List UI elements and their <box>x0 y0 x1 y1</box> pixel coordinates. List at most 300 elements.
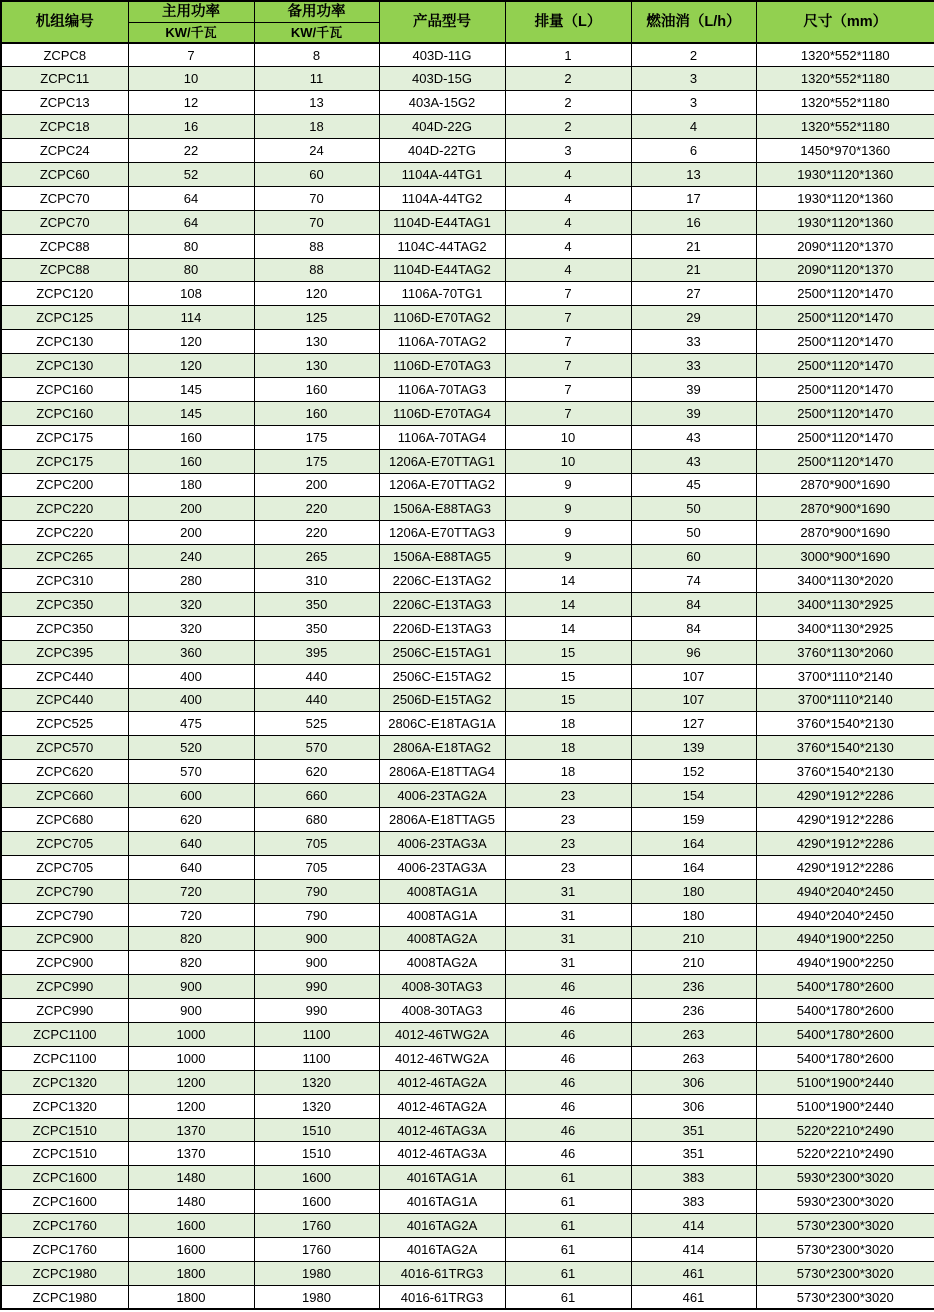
table-cell: 61 <box>505 1190 631 1214</box>
table-cell: 31 <box>505 927 631 951</box>
table-cell: 14 <box>505 569 631 593</box>
table-cell: ZCPC11 <box>1 67 128 91</box>
table-cell: 2500*1120*1470 <box>756 449 934 473</box>
table-cell: 4006-23TAG2A <box>379 784 505 808</box>
table-cell: 4016TAG2A <box>379 1238 505 1262</box>
header-fuel-consumption: 燃油消（L/h） <box>631 1 756 43</box>
table-cell: 4290*1912*2286 <box>756 808 934 832</box>
table-cell: 1450*970*1360 <box>756 139 934 163</box>
table-cell: 1930*1120*1360 <box>756 162 934 186</box>
table-cell: 5930*2300*3020 <box>756 1190 934 1214</box>
table-cell: 61 <box>505 1214 631 1238</box>
table-cell: 16 <box>128 115 254 139</box>
table-cell: 2206D-E13TAG3 <box>379 616 505 640</box>
table-cell: 130 <box>254 330 379 354</box>
table-row <box>1 855 934 879</box>
table-cell: 1100 <box>254 1046 379 1070</box>
table-row <box>1 951 934 975</box>
table-row <box>1 808 934 832</box>
table-cell: 1 <box>505 43 631 67</box>
table-cell: 2500*1120*1470 <box>756 354 934 378</box>
table-cell: ZCPC440 <box>1 664 128 688</box>
table-cell: ZCPC125 <box>1 306 128 330</box>
table-cell: 107 <box>631 664 756 688</box>
table-cell: 403D-15G <box>379 67 505 91</box>
table-cell: 1104D-E44TAG2 <box>379 258 505 282</box>
table-cell: 3400*1130*2925 <box>756 616 934 640</box>
table-row <box>1 879 934 903</box>
table-cell: 5100*1900*2440 <box>756 1094 934 1118</box>
table-row <box>1 91 934 115</box>
table-cell: 2500*1120*1470 <box>756 425 934 449</box>
table-cell: 1506A-E88TAG3 <box>379 497 505 521</box>
table-cell: 2500*1120*1470 <box>756 282 934 306</box>
table-cell: 1106A-70TAG4 <box>379 425 505 449</box>
table-cell: ZCPC705 <box>1 831 128 855</box>
table-cell: 13 <box>631 162 756 186</box>
table-cell: 31 <box>505 951 631 975</box>
table-cell: 350 <box>254 592 379 616</box>
table-cell: 1510 <box>254 1118 379 1142</box>
header-standby-power-unit: KW/千瓦 <box>254 23 379 44</box>
table-row <box>1 1238 934 1262</box>
table-cell: 4012-46TAG2A <box>379 1070 505 1094</box>
table-cell: 220 <box>254 497 379 521</box>
table-cell: 236 <box>631 975 756 999</box>
table-cell: 18 <box>505 760 631 784</box>
table-cell: 180 <box>128 473 254 497</box>
table-cell: ZCPC8 <box>1 43 128 67</box>
table-cell: 4012-46TWG2A <box>379 1046 505 1070</box>
table-cell: 33 <box>631 354 756 378</box>
table-cell: 120 <box>128 354 254 378</box>
table-row <box>1 640 934 664</box>
table-cell: 61 <box>505 1166 631 1190</box>
table-cell: 15 <box>505 640 631 664</box>
table-cell: 525 <box>254 712 379 736</box>
table-row <box>1 1118 934 1142</box>
table-cell: 80 <box>128 258 254 282</box>
table-cell: 4 <box>505 162 631 186</box>
table-cell: 1760 <box>254 1214 379 1238</box>
table-cell: 10 <box>128 67 254 91</box>
table-row <box>1 1142 934 1166</box>
table-cell: 4008TAG1A <box>379 903 505 927</box>
table-cell: ZCPC200 <box>1 473 128 497</box>
table-cell: 64 <box>128 210 254 234</box>
table-cell: 2870*900*1690 <box>756 497 934 521</box>
table-row <box>1 1046 934 1070</box>
table-cell: 3760*1130*2060 <box>756 640 934 664</box>
table-row <box>1 67 934 91</box>
table-row <box>1 975 934 999</box>
table-cell: 900 <box>254 951 379 975</box>
table-cell: 240 <box>128 545 254 569</box>
table-cell: 175 <box>254 425 379 449</box>
table-cell: 27 <box>631 282 756 306</box>
table-cell: ZCPC24 <box>1 139 128 163</box>
table-cell: 1104A-44TG2 <box>379 186 505 210</box>
table-cell: 200 <box>128 521 254 545</box>
table-row <box>1 377 934 401</box>
table-cell: 4008TAG2A <box>379 951 505 975</box>
table-cell: 46 <box>505 1118 631 1142</box>
table-cell: ZCPC1320 <box>1 1094 128 1118</box>
table-row <box>1 258 934 282</box>
table-cell: 5220*2210*2490 <box>756 1118 934 1142</box>
table-cell: ZCPC1600 <box>1 1166 128 1190</box>
table-cell: 9 <box>505 473 631 497</box>
table-cell: 3400*1130*2925 <box>756 592 934 616</box>
table-cell: ZCPC900 <box>1 951 128 975</box>
table-cell: 1200 <box>128 1070 254 1094</box>
table-cell: 1600 <box>254 1166 379 1190</box>
table-cell: 2806A-E18TTAG5 <box>379 808 505 832</box>
header-main-power-unit: KW/千瓦 <box>128 23 254 44</box>
table-row <box>1 1094 934 1118</box>
table-cell: 23 <box>505 808 631 832</box>
table-cell: 3000*900*1690 <box>756 545 934 569</box>
table-cell: 1206A-E70TTAG2 <box>379 473 505 497</box>
table-cell: 640 <box>128 855 254 879</box>
table-cell: 160 <box>128 425 254 449</box>
table-cell: ZCPC790 <box>1 879 128 903</box>
table-cell: 414 <box>631 1214 756 1238</box>
table-cell: 1800 <box>128 1285 254 1309</box>
table-cell: 64 <box>128 186 254 210</box>
table-cell: 4940*1900*2250 <box>756 951 934 975</box>
table-row <box>1 1261 934 1285</box>
table-cell: 7 <box>505 377 631 401</box>
table-cell: 31 <box>505 879 631 903</box>
table-cell: 404D-22G <box>379 115 505 139</box>
table-cell: 13 <box>254 91 379 115</box>
table-cell: 4008-30TAG3 <box>379 975 505 999</box>
table-cell: 720 <box>128 879 254 903</box>
table-cell: 2 <box>631 43 756 67</box>
table-cell: 145 <box>128 401 254 425</box>
table-row <box>1 616 934 640</box>
table-cell: 400 <box>128 664 254 688</box>
table-cell: 154 <box>631 784 756 808</box>
table-cell: 2870*900*1690 <box>756 473 934 497</box>
table-cell: 1106A-70TG1 <box>379 282 505 306</box>
table-cell: 360 <box>128 640 254 664</box>
table-cell: 403D-11G <box>379 43 505 67</box>
table-cell: 4012-46TAG3A <box>379 1142 505 1166</box>
table-cell: 570 <box>254 736 379 760</box>
table-cell: 310 <box>254 569 379 593</box>
table-cell: 210 <box>631 951 756 975</box>
table-cell: 21 <box>631 234 756 258</box>
table-cell: 3 <box>505 139 631 163</box>
table-cell: 1600 <box>128 1238 254 1262</box>
table-cell: 1480 <box>128 1190 254 1214</box>
table-cell: 620 <box>254 760 379 784</box>
table-cell: 10 <box>505 449 631 473</box>
table-cell: 130 <box>254 354 379 378</box>
table-cell: 1320*552*1180 <box>756 91 934 115</box>
table-cell: 4 <box>505 234 631 258</box>
table-cell: 46 <box>505 999 631 1023</box>
table-cell: 1106D-E70TAG4 <box>379 401 505 425</box>
table-cell: 570 <box>128 760 254 784</box>
table-cell: 175 <box>254 449 379 473</box>
table-cell: 2206C-E13TAG2 <box>379 569 505 593</box>
table-cell: 1980 <box>254 1261 379 1285</box>
table-cell: 705 <box>254 831 379 855</box>
table-cell: ZCPC1760 <box>1 1214 128 1238</box>
table-cell: 39 <box>631 401 756 425</box>
table-cell: 1206A-E70TTAG3 <box>379 521 505 545</box>
table-cell: ZCPC1510 <box>1 1142 128 1166</box>
table-cell: ZCPC680 <box>1 808 128 832</box>
table-cell: 120 <box>128 330 254 354</box>
table-cell: ZCPC990 <box>1 975 128 999</box>
table-cell: 990 <box>254 975 379 999</box>
table-cell: 4006-23TAG3A <box>379 855 505 879</box>
table-cell: 4008-30TAG3 <box>379 999 505 1023</box>
table-row <box>1 306 934 330</box>
table-cell: 4940*2040*2450 <box>756 879 934 903</box>
table-cell: 160 <box>254 377 379 401</box>
table-cell: 180 <box>631 879 756 903</box>
table-row <box>1 473 934 497</box>
table-cell: 164 <box>631 855 756 879</box>
table-row <box>1 449 934 473</box>
table-cell: 790 <box>254 879 379 903</box>
table-cell: 15 <box>505 664 631 688</box>
header-dimensions: 尺寸（mm） <box>756 1 934 43</box>
table-cell: 1206A-E70TTAG1 <box>379 449 505 473</box>
table-cell: ZCPC160 <box>1 377 128 401</box>
table-cell: ZCPC265 <box>1 545 128 569</box>
table-cell: 320 <box>128 616 254 640</box>
table-cell: 404D-22TG <box>379 139 505 163</box>
table-cell: 3760*1540*2130 <box>756 736 934 760</box>
table-cell: 280 <box>128 569 254 593</box>
table-cell: 61 <box>505 1285 631 1309</box>
table-row <box>1 1070 934 1094</box>
table-cell: 1000 <box>128 1023 254 1047</box>
table-row <box>1 688 934 712</box>
table-row <box>1 234 934 258</box>
table-cell: 1930*1120*1360 <box>756 186 934 210</box>
table-cell: 22 <box>128 139 254 163</box>
table-cell: 145 <box>128 377 254 401</box>
table-cell: 33 <box>631 330 756 354</box>
table-cell: 50 <box>631 521 756 545</box>
table-cell: 5400*1780*2600 <box>756 1046 934 1070</box>
table-cell: 1106D-E70TAG2 <box>379 306 505 330</box>
table-cell: 23 <box>505 855 631 879</box>
table-cell: 5730*2300*3020 <box>756 1285 934 1309</box>
table-cell: 4290*1912*2286 <box>756 855 934 879</box>
table-cell: 263 <box>631 1023 756 1047</box>
table-cell: ZCPC130 <box>1 354 128 378</box>
table-row <box>1 1285 934 1309</box>
table-cell: ZCPC1980 <box>1 1285 128 1309</box>
table-cell: ZCPC220 <box>1 497 128 521</box>
table-cell: ZCPC220 <box>1 521 128 545</box>
header-model: 产品型号 <box>379 1 505 43</box>
table-cell: 52 <box>128 162 254 186</box>
table-cell: ZCPC120 <box>1 282 128 306</box>
table-cell: 820 <box>128 951 254 975</box>
table-cell: ZCPC130 <box>1 330 128 354</box>
table-cell: 3760*1540*2130 <box>756 760 934 784</box>
table-row <box>1 282 934 306</box>
table-cell: 1320 <box>254 1070 379 1094</box>
table-cell: 74 <box>631 569 756 593</box>
table-cell: 900 <box>128 975 254 999</box>
table-cell: 4012-46TAG2A <box>379 1094 505 1118</box>
table-row <box>1 592 934 616</box>
table-cell: 4 <box>631 115 756 139</box>
table-header <box>1 1 934 43</box>
table-cell: ZCPC660 <box>1 784 128 808</box>
table-cell: 4016TAG1A <box>379 1166 505 1190</box>
table-cell: 43 <box>631 449 756 473</box>
table-cell: 403A-15G2 <box>379 91 505 115</box>
table-cell: 1370 <box>128 1142 254 1166</box>
table-cell: 9 <box>505 545 631 569</box>
table-cell: 210 <box>631 927 756 951</box>
table-cell: 14 <box>505 616 631 640</box>
table-cell: 46 <box>505 975 631 999</box>
table-cell: 2500*1120*1470 <box>756 401 934 425</box>
table-cell: 5930*2300*3020 <box>756 1166 934 1190</box>
table-cell: 3700*1110*2140 <box>756 688 934 712</box>
table-cell: ZCPC1510 <box>1 1118 128 1142</box>
table-cell: ZCPC88 <box>1 258 128 282</box>
table-cell: 88 <box>254 234 379 258</box>
table-cell: 70 <box>254 186 379 210</box>
table-cell: 5100*1900*2440 <box>756 1070 934 1094</box>
table-cell: 7 <box>505 354 631 378</box>
table-cell: 320 <box>128 592 254 616</box>
table-cell: 6 <box>631 139 756 163</box>
table-cell: ZCPC310 <box>1 569 128 593</box>
table-cell: 200 <box>254 473 379 497</box>
table-cell: 383 <box>631 1190 756 1214</box>
table-cell: 2500*1120*1470 <box>756 377 934 401</box>
table-cell: 1930*1120*1360 <box>756 210 934 234</box>
table-cell: 3 <box>631 91 756 115</box>
table-cell: 306 <box>631 1070 756 1094</box>
table-cell: 461 <box>631 1285 756 1309</box>
table-cell: 15 <box>505 688 631 712</box>
table-cell: 152 <box>631 760 756 784</box>
table-row <box>1 999 934 1023</box>
table-row <box>1 210 934 234</box>
table-cell: 1106A-70TAG2 <box>379 330 505 354</box>
table-cell: 4008TAG1A <box>379 879 505 903</box>
table-cell: 10 <box>505 425 631 449</box>
table-cell: 620 <box>128 808 254 832</box>
table-cell: 990 <box>254 999 379 1023</box>
header-unit-id: 机组编号 <box>1 1 128 43</box>
header-displacement: 排量（L） <box>505 1 631 43</box>
table-cell: ZCPC350 <box>1 592 128 616</box>
table-cell: 440 <box>254 664 379 688</box>
table-cell: 107 <box>631 688 756 712</box>
table-cell: 2870*900*1690 <box>756 521 934 545</box>
table-row <box>1 784 934 808</box>
table-cell: 2 <box>505 115 631 139</box>
table-cell: 1106A-70TAG3 <box>379 377 505 401</box>
table-cell: 5730*2300*3020 <box>756 1238 934 1262</box>
table-cell: 31 <box>505 903 631 927</box>
table-row <box>1 927 934 951</box>
table-cell: 263 <box>631 1046 756 1070</box>
table-cell: 1320*552*1180 <box>756 43 934 67</box>
table-cell: 2090*1120*1370 <box>756 258 934 282</box>
table-cell: 23 <box>505 784 631 808</box>
table-row <box>1 569 934 593</box>
table-cell: 4940*1900*2250 <box>756 927 934 951</box>
table-cell: 900 <box>254 927 379 951</box>
table-cell: 236 <box>631 999 756 1023</box>
table-cell: ZCPC350 <box>1 616 128 640</box>
table-cell: 2500*1120*1470 <box>756 330 934 354</box>
table-row <box>1 1190 934 1214</box>
table-cell: 46 <box>505 1023 631 1047</box>
table-cell: 1100 <box>254 1023 379 1047</box>
table-cell: 125 <box>254 306 379 330</box>
table-cell: 220 <box>254 521 379 545</box>
table-cell: 1320*552*1180 <box>756 115 934 139</box>
table-cell: 1200 <box>128 1094 254 1118</box>
table-cell: 1480 <box>128 1166 254 1190</box>
table-cell: 1510 <box>254 1142 379 1166</box>
table-row <box>1 425 934 449</box>
table-cell: 61 <box>505 1261 631 1285</box>
table-cell: 2500*1120*1470 <box>756 306 934 330</box>
table-row <box>1 497 934 521</box>
table-cell: 18 <box>254 115 379 139</box>
table-cell: 2806A-E18TTAG4 <box>379 760 505 784</box>
table-cell: 900 <box>128 999 254 1023</box>
table-row <box>1 521 934 545</box>
table-cell: ZCPC705 <box>1 855 128 879</box>
table-cell: 5220*2210*2490 <box>756 1142 934 1166</box>
table-row <box>1 760 934 784</box>
table-cell: 600 <box>128 784 254 808</box>
table-cell: 306 <box>631 1094 756 1118</box>
table-body <box>1 43 934 1309</box>
table-cell: 96 <box>631 640 756 664</box>
table-cell: ZCPC70 <box>1 210 128 234</box>
table-cell: 11 <box>254 67 379 91</box>
table-cell: 2506C-E15TAG2 <box>379 664 505 688</box>
table-cell: ZCPC88 <box>1 234 128 258</box>
table-cell: 1760 <box>254 1238 379 1262</box>
table-cell: 4016TAG2A <box>379 1214 505 1238</box>
table-cell: 29 <box>631 306 756 330</box>
table-cell: ZCPC70 <box>1 186 128 210</box>
table-cell: 395 <box>254 640 379 664</box>
table-cell: 9 <box>505 497 631 521</box>
table-row <box>1 186 934 210</box>
header-main-power: 主用功率 <box>128 1 254 23</box>
table-cell: 2206C-E13TAG3 <box>379 592 505 616</box>
table-row <box>1 139 934 163</box>
table-cell: 18 <box>505 736 631 760</box>
table-row <box>1 1214 934 1238</box>
table-cell: 4290*1912*2286 <box>756 784 934 808</box>
table-cell: 4 <box>505 210 631 234</box>
